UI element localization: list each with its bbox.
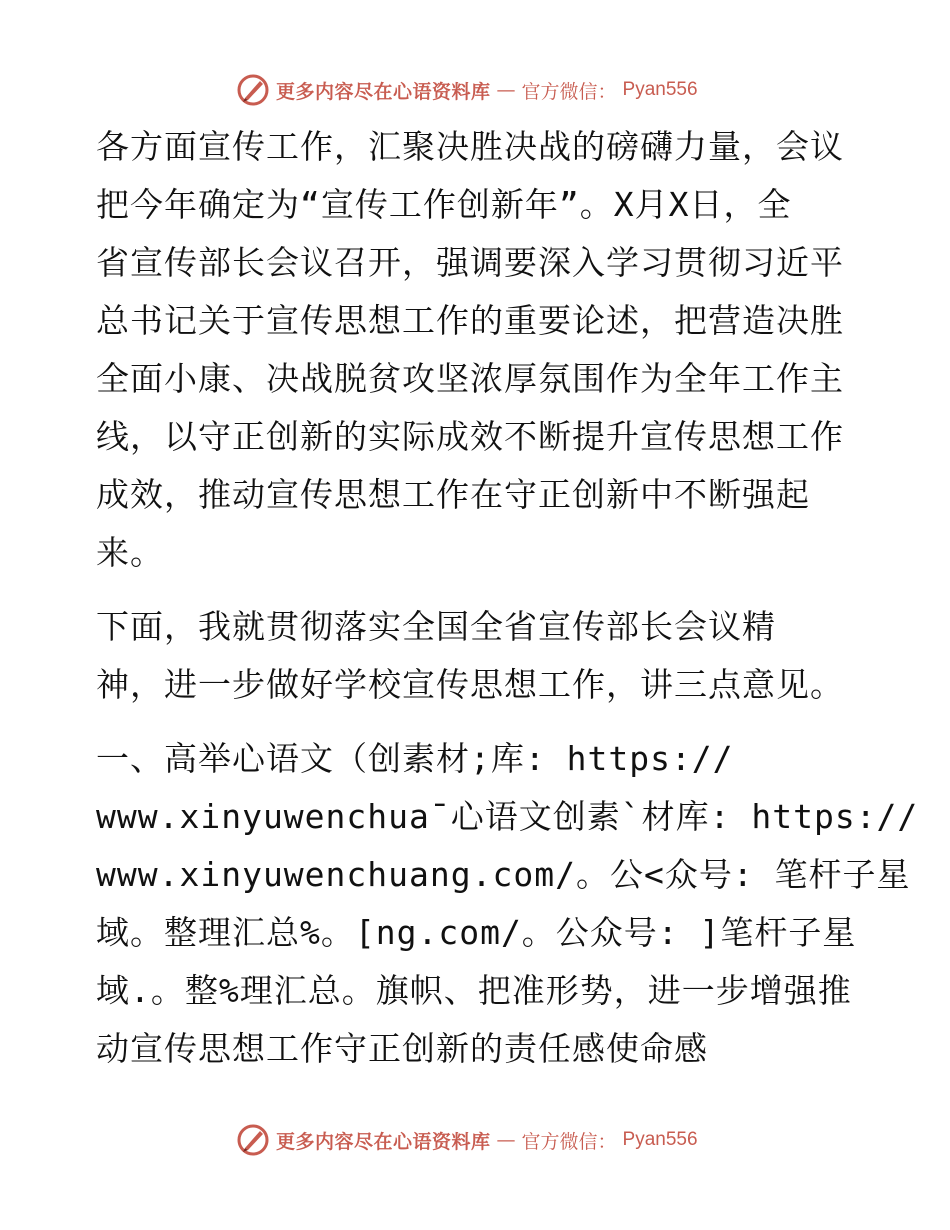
text-line: 域。整理汇总%。[ng.com/。公众号: ]笔杆子星 [96, 913, 857, 952]
text-line: 神，进一步做好学校宣传思想工作，讲三点意见。 [96, 665, 844, 704]
text-line: 各方面宣传工作，汇聚决胜决战的磅礴力量，会议 [96, 127, 844, 166]
text-line: 下面，我就贯彻落实全国全省宣传部长会议精 [96, 607, 776, 646]
watermark-text: 更多内容尽在心语资料库 [276, 1130, 491, 1153]
watermark-separator: — [496, 79, 516, 101]
text-line: 线，以守正创新的实际成效不断提升宣传思想工作 [96, 417, 844, 456]
text-line: 省宣传部长会议召开，强调要深入学习贯彻习近平 [96, 243, 844, 282]
text-line: www.xinyuwenchuang.com/。公<众号: 笔杆子星 [96, 855, 911, 894]
header-watermark [236, 72, 698, 108]
wechat-label: 官方微信： [521, 80, 617, 103]
document-body [96, 118, 919, 1078]
text-line: 动宣传思想工作守正创新的责任感使命感 [96, 1029, 708, 1068]
brush-logo-icon [236, 73, 270, 107]
text-line: 域.。整%理汇总。旗帜、把准形势，进一步增强推 [96, 971, 852, 1010]
wechat-id: Pyan556 [622, 1129, 698, 1150]
wechat-label: 官方微信： [521, 1130, 617, 1153]
text-line: 成效，推动宣传思想工作在守正创新中不断强起 [96, 475, 810, 514]
footer-watermark [236, 1122, 698, 1158]
brush-logo-icon [236, 1123, 270, 1157]
text-line: 总书记关于宣传思想工作的重要论述，把营造决胜 [96, 301, 844, 340]
watermark-separator: — [496, 1129, 516, 1151]
text-line: www.xinyuwenchua¯心语文创素`材库: https:// [96, 797, 919, 836]
text-line: 把今年确定为“宣传工作创新年”。X月X日，全 [96, 185, 792, 224]
watermark-text: 更多内容尽在心语资料库 [276, 80, 491, 103]
text-line: 来。 [96, 533, 164, 572]
text-line: 全面小康、决战脱贫攻坚浓厚氛围作为全年工作主 [96, 359, 844, 398]
text-line: 一、高举心语文（创素材;库: https:// [96, 739, 734, 778]
wechat-id: Pyan556 [622, 79, 698, 100]
